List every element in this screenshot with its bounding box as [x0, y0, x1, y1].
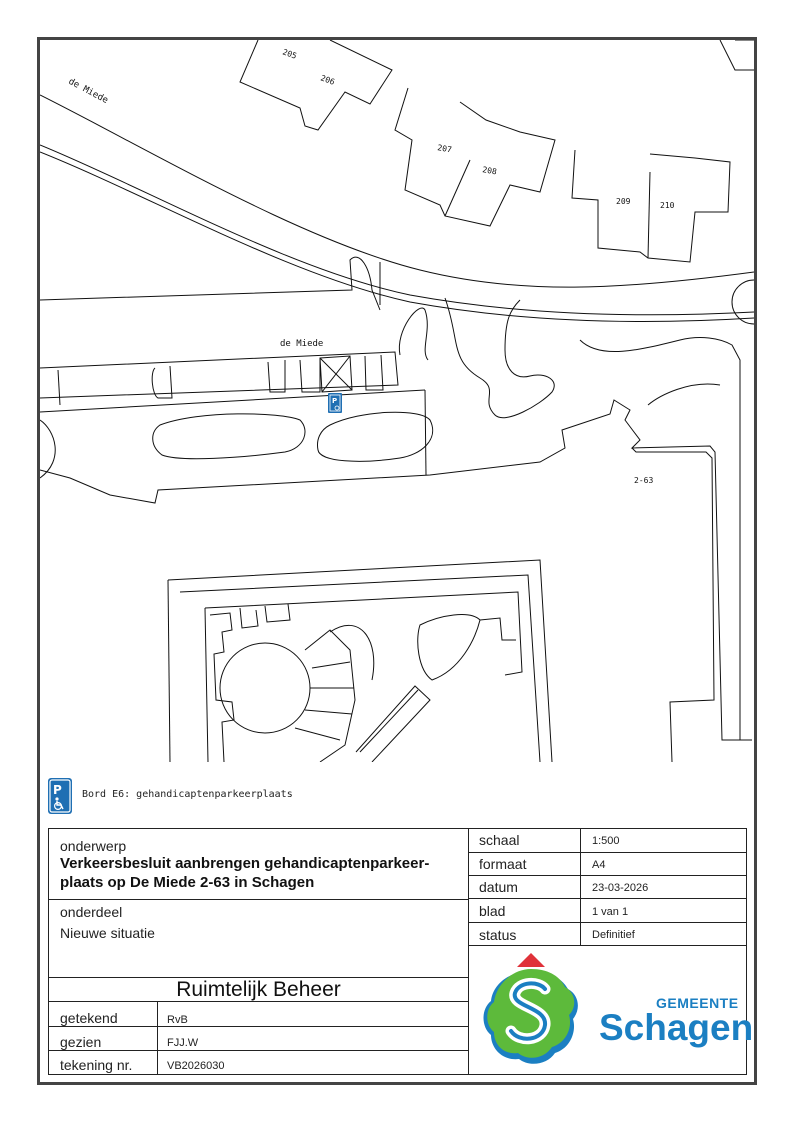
building-205-206 [240, 40, 392, 130]
apartment-block [168, 560, 552, 762]
house-number-206: 206 [319, 73, 336, 87]
svg-text:P: P [332, 397, 338, 405]
title-block [48, 828, 754, 1075]
format-value: A4 [592, 859, 606, 871]
address-label-2-63: 2-63 [634, 476, 654, 485]
date-value: 23-03-2026 [592, 882, 649, 894]
house-number-207: 207 [436, 143, 453, 155]
drawn-label: getekend [60, 1010, 118, 1026]
date-label: datum [479, 879, 518, 895]
subject-line-1: Verkeersbesluit aanbrengen gehandicaptenparkeer- [60, 855, 430, 872]
building-207-208 [395, 88, 555, 226]
status-value: Definitief [592, 929, 635, 941]
part-label: onderdeel [60, 904, 123, 920]
schagen-emblem-icon [473, 949, 593, 1073]
sheet-value: 1 van 1 [592, 906, 629, 918]
scale-label: schaal [479, 832, 520, 848]
department-name: Ruimtelijk Beheer [176, 978, 341, 1001]
subject-text [60, 854, 429, 892]
status-label: status [479, 927, 517, 943]
seen-value: FJJ.W [167, 1037, 199, 1049]
road-edge-south-inner [40, 152, 754, 321]
sheet-label: blad [479, 903, 506, 919]
brand-name-big: Schagen [599, 1007, 754, 1048]
svg-text:P: P [53, 783, 62, 797]
house-number-205: 205 [281, 47, 298, 61]
house-number-209: 209 [616, 197, 631, 206]
municipality-logo [473, 949, 754, 1073]
drawing-number-label: tekening nr. [60, 1057, 133, 1073]
scale-value: 1:500 [592, 835, 620, 847]
parking-row [40, 352, 398, 398]
planting-island-west [153, 414, 305, 459]
seen-label: gezien [60, 1034, 102, 1050]
round-tower [220, 643, 310, 733]
street-label-de-miede-parking: de Miede [280, 339, 324, 349]
brand-name-small: GEMEENTE [656, 995, 739, 1011]
road-edge-south [40, 145, 754, 315]
subject-label: onderwerp [60, 838, 127, 854]
building-209-210 [572, 150, 730, 262]
legend-text: Bord E6: gehandicaptenparkeerplaats [82, 789, 293, 800]
house-number-208: 208 [481, 165, 498, 177]
site-map [40, 40, 754, 762]
house-number-210: 210 [660, 201, 675, 210]
drawn-value: RvB [167, 1014, 188, 1026]
part-value: Nieuwe situatie [60, 925, 155, 941]
planting-island-middle [318, 412, 433, 461]
disabled-parking-sign-icon [48, 778, 72, 814]
legend [48, 778, 348, 814]
map-disabled-parking-sign-icon [328, 393, 342, 413]
subject-line-2: plaats op De Miede 2-63 in Schagen [60, 874, 315, 891]
format-label: formaat [479, 856, 527, 872]
street-label-de-miede-road: de Miede [66, 76, 110, 107]
drawing-number-value: VB2026030 [167, 1060, 225, 1072]
